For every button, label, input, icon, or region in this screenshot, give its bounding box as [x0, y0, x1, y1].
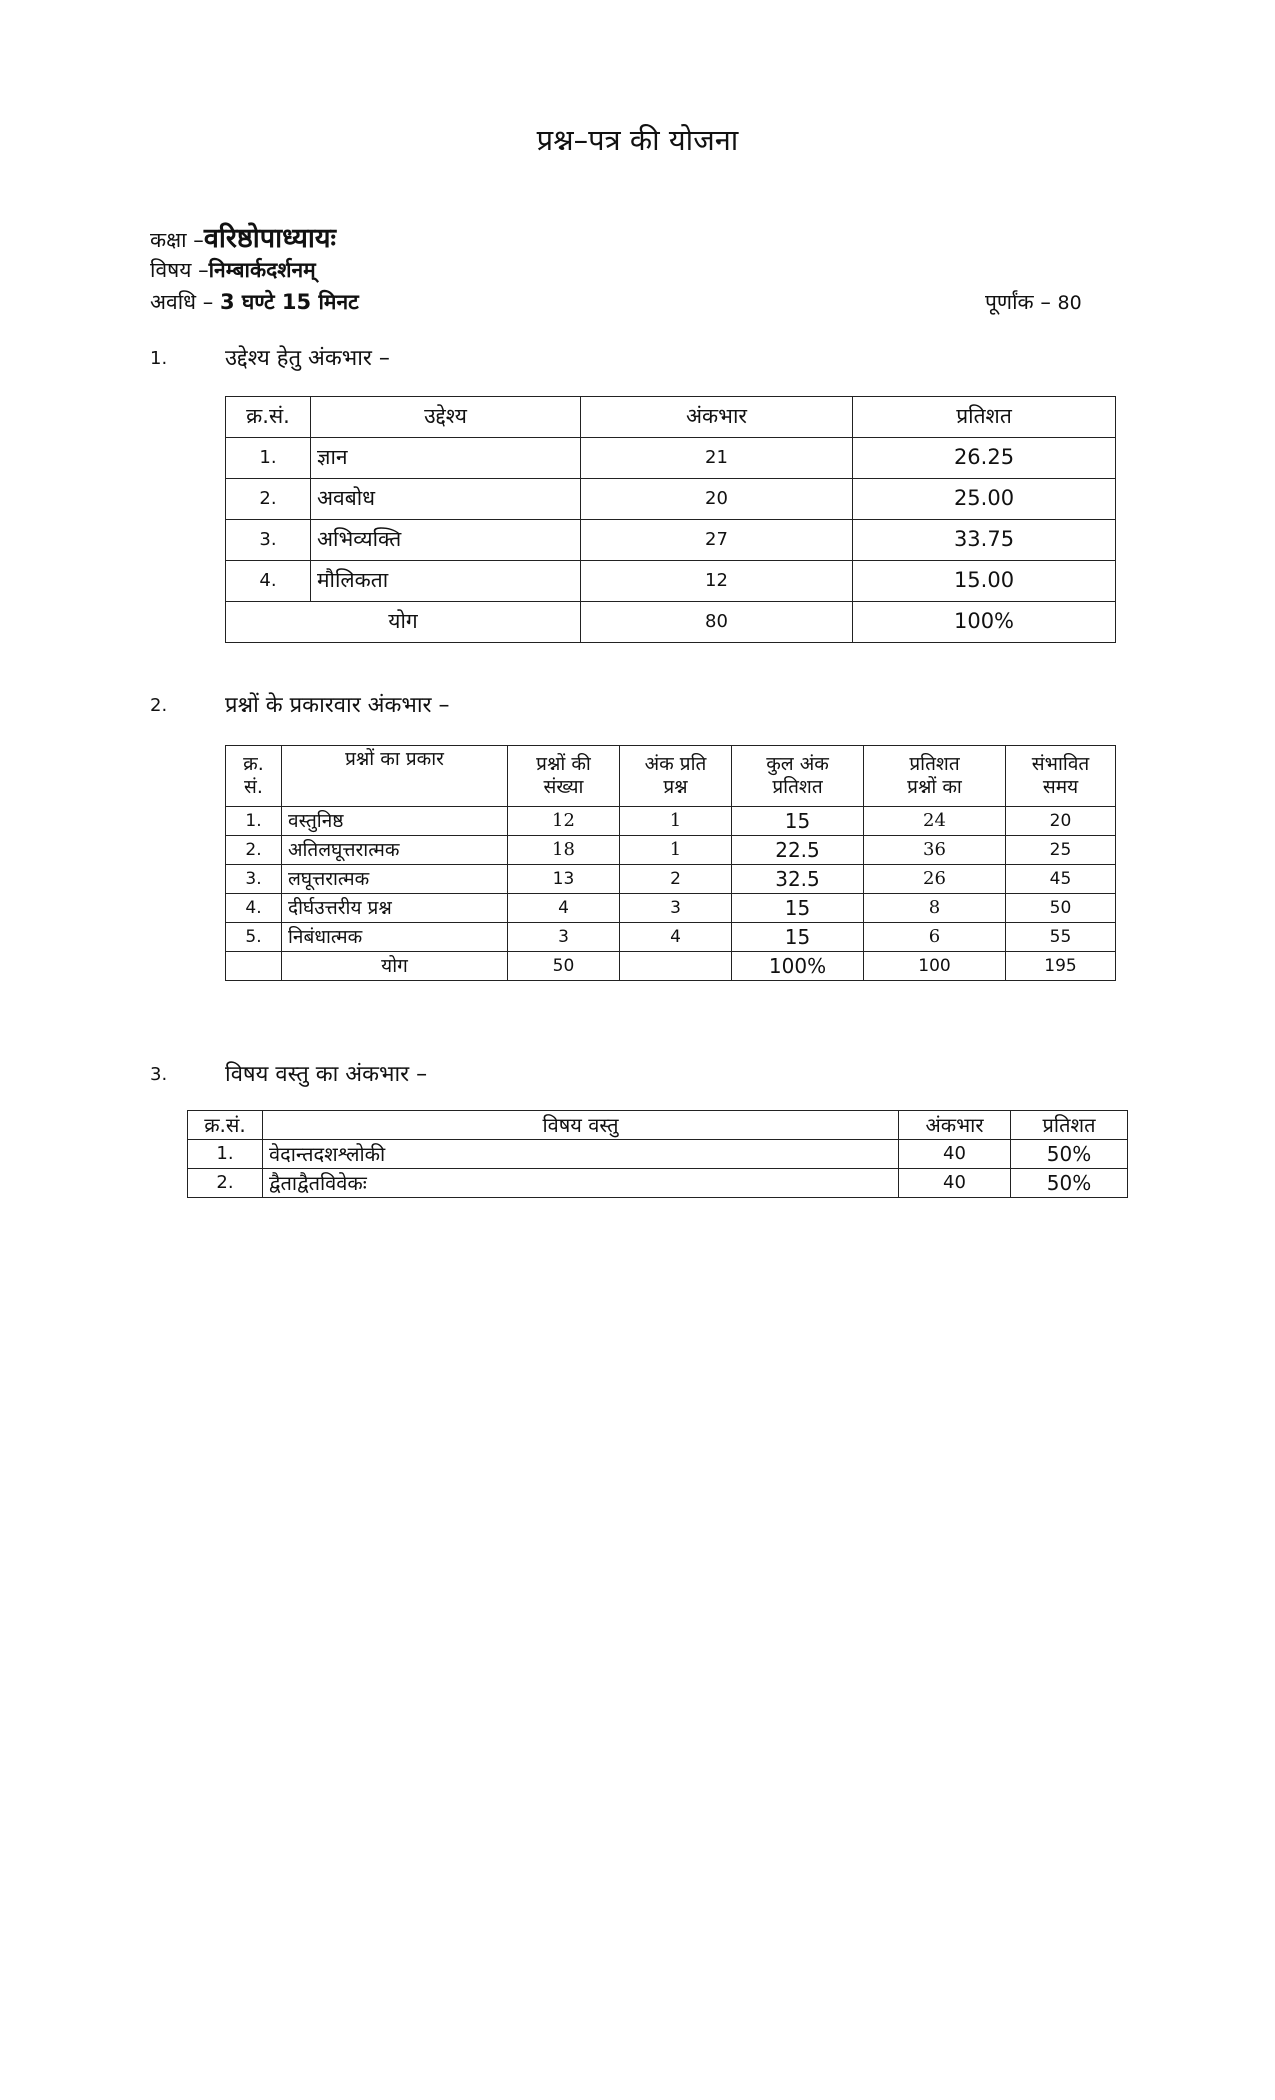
total-percent: 100% — [853, 602, 1116, 643]
percent-cell: 50% — [1011, 1169, 1128, 1198]
count-cell: 4 — [508, 894, 620, 923]
subject-value: निम्बार्कदर्शनम् — [208, 258, 316, 282]
count-cell: 18 — [508, 836, 620, 865]
question-pct-cell: 8 — [864, 894, 1006, 923]
section-2-number: 2. — [150, 695, 168, 716]
header-cell: संभावित समय — [1006, 746, 1116, 807]
total-pct-cell: 22.5 — [732, 836, 864, 865]
type-cell: दीर्घउत्तरीय प्रश्न — [282, 894, 508, 923]
header-cell: प्रतिशत प्रश्नों का — [864, 746, 1006, 807]
content-cell: वेदान्तदशश्लोकी — [263, 1140, 899, 1169]
table-header-row — [226, 746, 1116, 807]
header-cell: प्रश्नों का प्रकार — [282, 746, 508, 807]
duration-value: 3 घण्टे 15 मिनट — [219, 290, 359, 314]
objective-cell: अवबोध — [311, 479, 581, 520]
objective-cell: अभिव्यक्ति — [311, 520, 581, 561]
total-marks: 80 — [581, 602, 853, 643]
header-cell: उद्देश्य — [311, 397, 581, 438]
class-value: वरिष्ठोपाध्यायः — [203, 223, 337, 254]
count-cell: 12 — [508, 807, 620, 836]
table-row — [188, 1140, 1128, 1169]
section-1-number: 1. — [150, 348, 168, 369]
total-marks-per — [620, 952, 732, 981]
total-label: योग — [282, 952, 508, 981]
marks-cell: 27 — [581, 520, 853, 561]
count-cell: 13 — [508, 865, 620, 894]
total-pct-cell: 15 — [732, 807, 864, 836]
question-pct-cell: 26 — [864, 865, 1006, 894]
type-cell: निबंधात्मक — [282, 923, 508, 952]
serial-cell: 3. — [226, 865, 282, 894]
marks-cell: 40 — [899, 1169, 1011, 1198]
table-row — [226, 807, 1116, 836]
marks-per-cell: 4 — [620, 923, 732, 952]
content-weightage-table — [187, 1110, 1128, 1198]
full-marks — [985, 288, 1082, 316]
page-title: प्रश्न–पत्र की योजना — [536, 123, 739, 157]
header-cell: क्र. सं. — [226, 746, 282, 807]
total-pct-cell: 32.5 — [732, 865, 864, 894]
section-3-heading: विषय वस्तु का अंकभार – — [225, 1062, 428, 1087]
table-total-row — [226, 952, 1116, 981]
percent-cell: 25.00 — [853, 479, 1116, 520]
total-time: 195 — [1006, 952, 1116, 981]
table-row — [226, 865, 1116, 894]
serial-cell: 1. — [188, 1140, 263, 1169]
full-marks-label: पूर्णांक – — [985, 290, 1051, 314]
header-cell: अंकभार — [899, 1111, 1011, 1140]
table-row — [226, 894, 1116, 923]
table-row — [226, 923, 1116, 952]
table-row — [226, 520, 1116, 561]
type-cell: अतिलघूत्तरात्मक — [282, 836, 508, 865]
header-cell: अंक प्रति प्रश्न — [620, 746, 732, 807]
table-total-row — [226, 602, 1116, 643]
header-cell: प्रश्नों की संख्या — [508, 746, 620, 807]
serial-cell: 1. — [226, 438, 311, 479]
header-cell: प्रतिशत — [853, 397, 1116, 438]
serial-cell: 3. — [226, 520, 311, 561]
total-pct: 100% — [732, 952, 864, 981]
table-header-row — [226, 397, 1116, 438]
marks-cell: 12 — [581, 561, 853, 602]
type-cell: वस्तुनिष्ठ — [282, 807, 508, 836]
question-pct-cell: 6 — [864, 923, 1006, 952]
objective-weightage-table — [225, 396, 1116, 643]
serial-cell: 2. — [226, 479, 311, 520]
table-row — [226, 438, 1116, 479]
full-marks-value: 80 — [1057, 292, 1082, 314]
table-header-row — [188, 1111, 1128, 1140]
table-row — [188, 1169, 1128, 1198]
total-count: 50 — [508, 952, 620, 981]
serial-cell: 2. — [226, 836, 282, 865]
section-3-number: 3. — [150, 1064, 168, 1085]
total-pct-cell: 15 — [732, 894, 864, 923]
content-cell: द्वैताद्वैतविवेकः — [263, 1169, 899, 1198]
header-cell: प्रतिशत — [1011, 1111, 1128, 1140]
time-cell: 25 — [1006, 836, 1116, 865]
question-pct-cell: 36 — [864, 836, 1006, 865]
marks-per-cell: 1 — [620, 836, 732, 865]
percent-cell: 26.25 — [853, 438, 1116, 479]
percent-cell: 33.75 — [853, 520, 1116, 561]
percent-cell: 50% — [1011, 1140, 1128, 1169]
table-row — [226, 561, 1116, 602]
empty-cell — [226, 952, 282, 981]
marks-cell: 21 — [581, 438, 853, 479]
total-label: योग — [226, 602, 581, 643]
marks-per-cell: 3 — [620, 894, 732, 923]
header-cell: अंकभार — [581, 397, 853, 438]
header-cell: विषय वस्तु — [263, 1111, 899, 1140]
serial-cell: 4. — [226, 894, 282, 923]
percent-cell: 15.00 — [853, 561, 1116, 602]
time-cell: 20 — [1006, 807, 1116, 836]
time-cell: 45 — [1006, 865, 1116, 894]
serial-cell: 4. — [226, 561, 311, 602]
subject-label: विषय – — [150, 258, 209, 282]
class-line — [150, 218, 336, 255]
total-pct-cell: 15 — [732, 923, 864, 952]
table-row — [226, 479, 1116, 520]
marks-cell: 40 — [899, 1140, 1011, 1169]
serial-cell: 5. — [226, 923, 282, 952]
serial-cell: 1. — [226, 807, 282, 836]
marks-per-cell: 2 — [620, 865, 732, 894]
type-cell: लघूत्तरात्मक — [282, 865, 508, 894]
time-cell: 50 — [1006, 894, 1116, 923]
serial-cell: 2. — [188, 1169, 263, 1198]
count-cell: 3 — [508, 923, 620, 952]
class-label: कक्षा – — [150, 228, 204, 252]
subject-line — [150, 256, 316, 284]
header-cell: क्र.सं. — [226, 397, 311, 438]
section-2-heading: प्रश्नों के प्रकारवार अंकभार – — [225, 693, 450, 718]
duration-line — [150, 288, 359, 316]
section-1-heading: उद्देश्य हेतु अंकभार – — [225, 346, 390, 371]
objective-cell: ज्ञान — [311, 438, 581, 479]
marks-per-cell: 1 — [620, 807, 732, 836]
header-cell: क्र.सं. — [188, 1111, 263, 1140]
question-pct-cell: 24 — [864, 807, 1006, 836]
table-row — [226, 836, 1116, 865]
total-question-pct: 100 — [864, 952, 1006, 981]
objective-cell: मौलिकता — [311, 561, 581, 602]
duration-label: अवधि – — [150, 290, 214, 314]
marks-cell: 20 — [581, 479, 853, 520]
time-cell: 55 — [1006, 923, 1116, 952]
question-type-table — [225, 745, 1116, 981]
header-cell: कुल अंक प्रतिशत — [732, 746, 864, 807]
